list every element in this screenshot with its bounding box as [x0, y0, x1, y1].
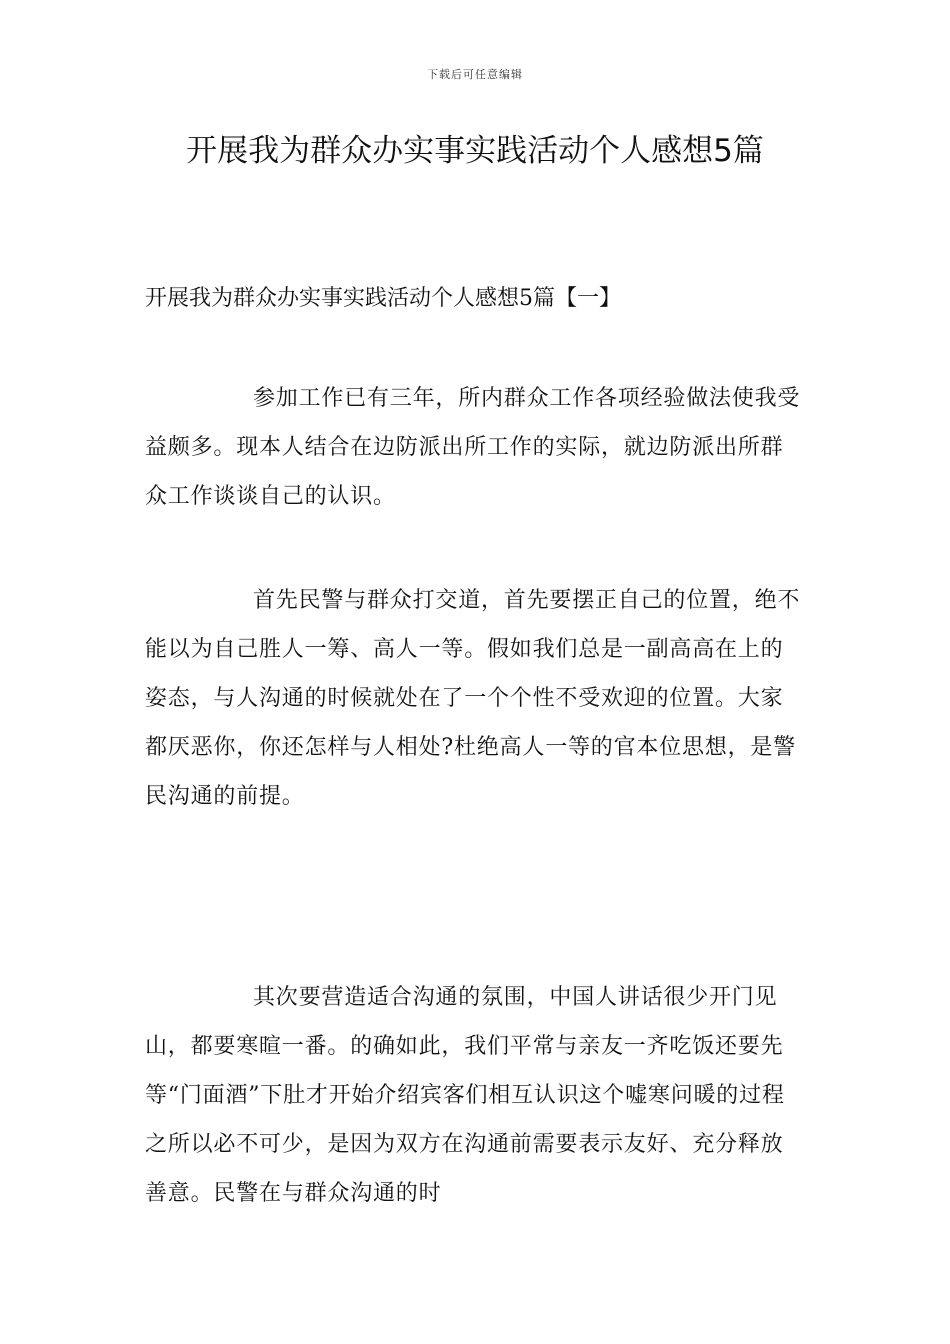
- paragraph-1: 参加工作已有三年，所内群众工作各项经验做法使我受益颇多。现本人结合在边防派出所工作的实际，就边防派出所群众工作谈谈自己的认识。: [145, 386, 801, 509]
- section-heading: 开展我为群众办实事实践活动个人感想5篇【一】: [145, 286, 621, 311]
- paragraph-3: 其次要营造适合沟通的氛围，中国人讲话很少开门见山，都要寒暄一番。的确如此，我们平常与亲友一齐吃饭还要先等“门面酒”下肚才开始介绍宾客们相互认识这个嘘寒问暖的过程之所以必不可少，是因为双方在沟通前需要表示友好、充分释放善意。民警在与群众沟通的时: [145, 985, 785, 1206]
- header-note: 下载后可任意编辑: [427, 68, 523, 81]
- document-title: 开展我为群众办实事实践活动个人感想5篇: [186, 133, 764, 169]
- paragraph-2: 首先民警与群众打交道，首先要摆正自己的位置，绝不能以为自己胜人一筹、高人一等。假如我们总是一副高高在上的姿态，与人沟通的时候就处在了一个个性不受欢迎的位置。大家都厌恶你，你还怎样与人相处?杜绝高人一等的官本位思想，是警民沟通的前提。: [145, 588, 801, 809]
